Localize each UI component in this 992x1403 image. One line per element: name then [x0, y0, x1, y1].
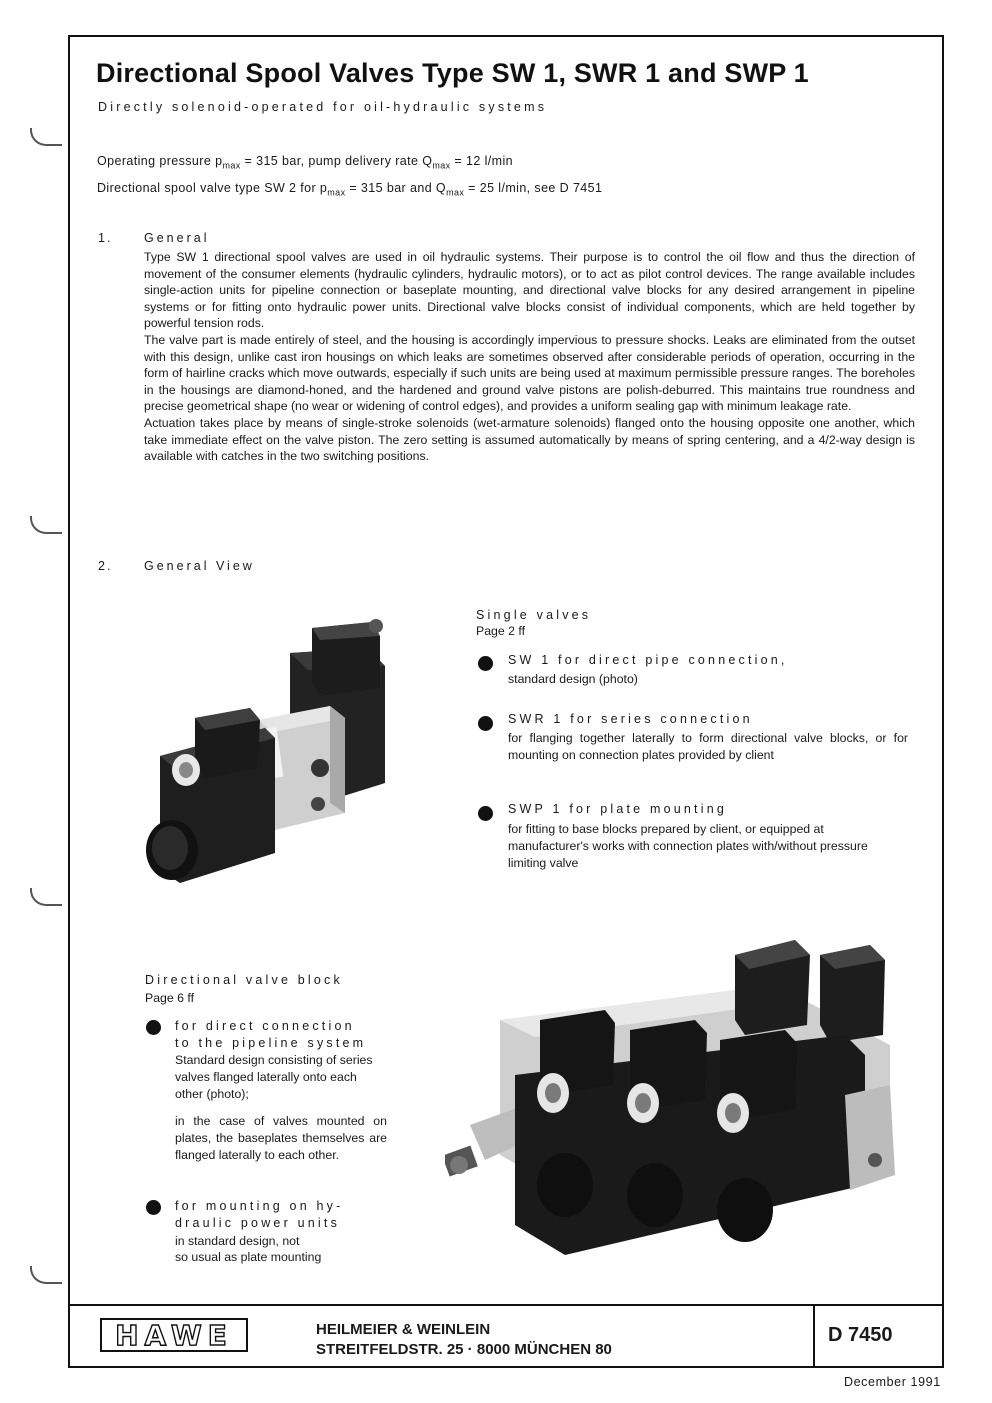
valve-block-heading: Directional valve block — [145, 973, 343, 987]
bullet-icon — [478, 656, 493, 671]
paragraph: Actuation takes place by means of single-stroke solenoids (wet-armature solenoids) flanged onto the housing opposite one another, which take immediate effect on the valve piston. The zero setting is assumed automatically by means of spring centering, and a 4/2-way design is available with catches in the two switching positions. — [144, 415, 915, 464]
section-1-heading: General — [144, 231, 210, 245]
single-valve-item-text: standard design (photo) — [508, 672, 638, 686]
svg-text:HAWE: HAWE — [115, 1319, 233, 1352]
punch-hole-mark — [30, 128, 62, 146]
page-subtitle: Directly solenoid-operated for oil-hydraulic systems — [98, 100, 548, 114]
valve-block-item-text: in the case of valves mounted on plates, the baseplates themselves are flanged laterally to each other. — [175, 1114, 387, 1162]
section-2-number: 2. — [98, 559, 113, 573]
valve-block-item-text: so usual as plate mounting — [175, 1250, 322, 1264]
valve-block-item-title: for mounting on hy- — [175, 1199, 344, 1213]
valve-block-item-title: to the pipeline system — [175, 1036, 367, 1050]
punch-hole-mark — [30, 516, 62, 534]
section-1-number: 1. — [98, 231, 113, 245]
company-address — [316, 1320, 612, 1360]
spec-line-2: Directional spool valve type SW 2 for $p_{max} = 315$ bar and $Q_{max} = 25$ l/min, see D 7451 — [97, 181, 603, 198]
paragraph: Type SW 1 directional spool valves are used in oil hydraulic systems. Their purpose is to control the oil flow and thus the direction of movement of the consumer elements (hydraulic cylinders, hydraulic motors), or to act as pilot control devices. The range available includes single-action units for pipeline connection or baseplate mounting, and directional valve blocks for any desired arrangement in pipeline systems or for fitting onto hydraulic power units. Directional valve blocks consist of individual components, which are held together by powerful tension rods. — [144, 250, 915, 331]
spec-line-1: Operating pressure $p_{max} = 315$ bar, pump delivery rate $Q_{max} = 12$ l/min — [97, 154, 513, 171]
paragraph: The valve part is made entirely of steel, and the housing is accordingly impervious to pressure shocks. Leaks are eliminated from the outset with this design, unlike cast iron housings on which leaks are sometimes observed after considerable periods of operation, occurring in the form of hairline cracks which move outwards, especially if such units are being used at maximum permissible pressure ranges. The boreholes in the housings are diamond-honed, and the hardened and ground valve pistons are polish-deburred. This maintains true roundness and precise geometrical shape (no wear or widening of control edges), and provides a uniform sealing gap with minimum leakage rate. — [144, 332, 915, 414]
valve-block-item-text: in standard design, not — [175, 1234, 300, 1248]
punch-hole-mark — [30, 1266, 62, 1284]
single-valves-heading: Single valves — [476, 608, 592, 622]
section-2-heading: General View — [144, 559, 255, 573]
punch-hole-mark — [30, 888, 62, 906]
single-valve-item-text: for flanging together laterally to form directional valve blocks, or for mounting on connection plates provided by client — [508, 731, 908, 762]
valve-block-item-title: for direct connection — [175, 1019, 355, 1033]
single-valve-item-title: SWP 1 for plate mounting — [508, 802, 728, 816]
bullet-icon — [146, 1200, 161, 1215]
valve-block-photo — [445, 925, 915, 1280]
page-title: Directional Spool Valves Type SW 1, SWR 1 and SWP 1 — [96, 58, 809, 88]
valve-block-item-title: draulic power units — [175, 1216, 341, 1230]
hawe-logo — [100, 1318, 248, 1352]
single-valve-photo — [140, 608, 405, 913]
single-valve-item-text: for fitting to base blocks prepared by client, or equipped at manufacturer's works with connection plates with/without pressure limiting valve — [508, 822, 868, 870]
bullet-icon — [146, 1020, 161, 1035]
bullet-icon — [478, 716, 493, 731]
footer-column-divider — [813, 1304, 815, 1368]
single-valve-item-title: SW 1 for direct pipe connection, — [508, 653, 788, 667]
valve-block-page-ref: Page 6 ff — [145, 991, 195, 1005]
company-name: HEILMEIER & WEINLEIN — [316, 1321, 491, 1338]
single-valve-item-title: SWR 1 for series connection — [508, 712, 753, 726]
company-street: STREITFELDSTR. 25 · 8000 MÜNCHEN 80 — [316, 1341, 612, 1358]
section-1-body — [144, 249, 915, 465]
valve-block-item-text: Standard design consisting of series valves flanged laterally onto each other (photo); — [175, 1053, 373, 1101]
bullet-icon — [478, 806, 493, 821]
single-valves-page-ref: Page 2 ff — [476, 624, 526, 638]
document-number: D 7450 — [828, 1324, 893, 1346]
publication-date: December 1991 — [844, 1375, 941, 1389]
